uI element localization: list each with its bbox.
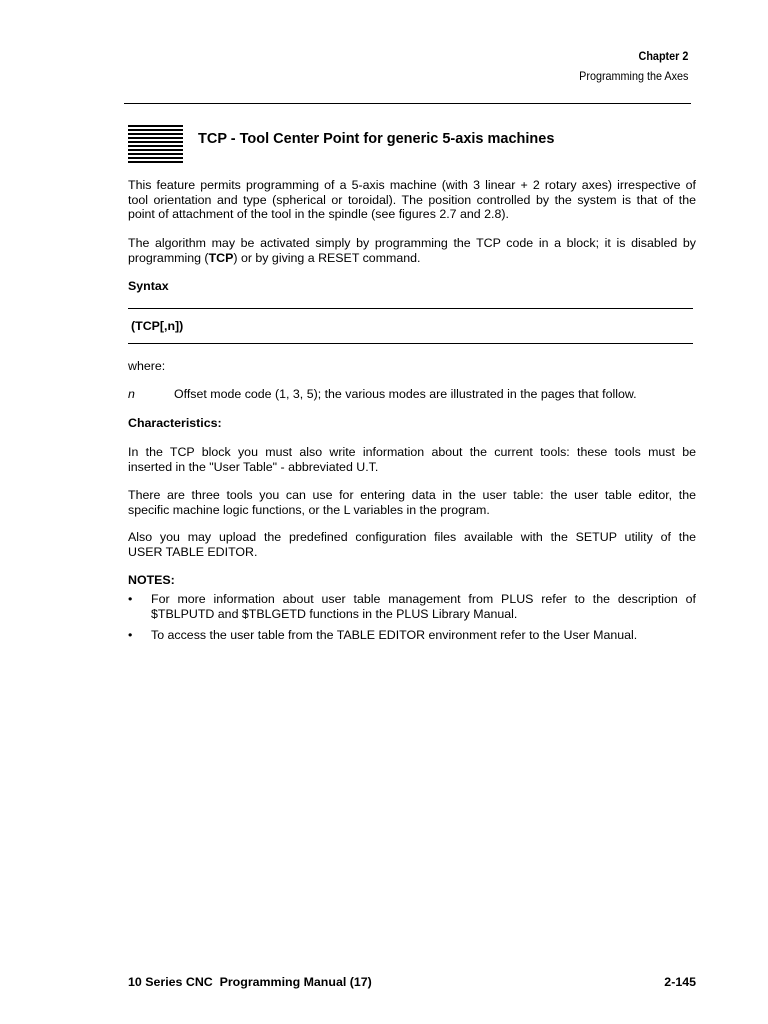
note-1-line-1: For more information about user table management from PLUS refer to the description of [151, 592, 696, 606]
syntax-top-rule [128, 308, 693, 309]
char-p1-line-1: In the TCP block you must also write information about the current tools: these tools must be [128, 445, 696, 459]
activation-text-pre: programming ( [128, 250, 209, 265]
header-divider [124, 103, 691, 104]
bullet-icon: • [128, 628, 133, 642]
char-p3-line-1: Also you may upload the predefined configuration files available with the SETUP utility of the [128, 530, 696, 544]
notes-heading: NOTES: [128, 573, 175, 587]
activation-line-1: The algorithm may be activated simply by programming the TCP code in a block; it is disabled by [128, 236, 696, 250]
intro-paragraph [128, 178, 696, 222]
intro-line-3: point of attachment of the tool in the spindle (see figures 2.7 and 2.8). [128, 207, 509, 221]
chapter-label: Chapter 2 [638, 49, 688, 63]
characteristics-paragraph-2 [128, 488, 696, 517]
activation-line-2 [128, 251, 696, 266]
footer-manual-title: 10 Series CNC Programming Manual (17) [128, 975, 372, 989]
parameter-name: n [128, 387, 135, 401]
chapter-subtitle: Programming the Axes [578, 69, 688, 83]
note-item-1 [151, 592, 696, 621]
activation-paragraph [128, 236, 696, 265]
syntax-heading: Syntax [128, 279, 169, 293]
note-item-2 [151, 628, 696, 643]
intro-line-1: This feature permits programming of a 5-axis machine (with 3 linear + 2 rotary axes) irrespective of [128, 178, 696, 192]
note-2-line-1: To access the user table from the TABLE EDITOR environment refer to the User Manual. [151, 628, 638, 642]
char-p3-line-2: USER TABLE EDITOR. [128, 544, 258, 559]
parameter-description: Offset mode code (1, 3, 5); the various modes are illustrated in the pages that follow. [174, 387, 637, 401]
tcp-keyword: TCP [208, 250, 234, 265]
intro-line-2: tool orientation and type (spherical or toroidal). The position controlled by the system is that of the [128, 192, 696, 207]
activation-text-post: ) or by giving a RESET command. [233, 250, 421, 265]
note-1-line-2: $TBLPUTD and $TBLGETD functions in the PLUS Library Manual. [151, 606, 518, 621]
char-p1-line-2: inserted in the "User Table" - abbreviated U.T. [128, 459, 379, 474]
char-p2-line-1: There are three tools you can use for entering data in the user table: the user table editor, the [128, 488, 696, 502]
characteristics-paragraph-3 [128, 530, 696, 559]
char-p2-line-2: specific machine logic functions, or the L variables in the program. [128, 502, 490, 517]
section-title: TCP - Tool Center Point for generic 5-axis machines [198, 131, 555, 147]
syntax-code: (TCP[,n]) [131, 319, 184, 333]
footer-page-number: 2-145 [664, 975, 696, 989]
characteristics-paragraph-1 [128, 445, 696, 474]
syntax-bottom-rule [128, 343, 693, 344]
where-label: where: [128, 359, 166, 373]
characteristics-heading: Characteristics: [128, 416, 222, 430]
bullet-icon: • [128, 592, 133, 606]
section-marker-icon [128, 125, 183, 163]
